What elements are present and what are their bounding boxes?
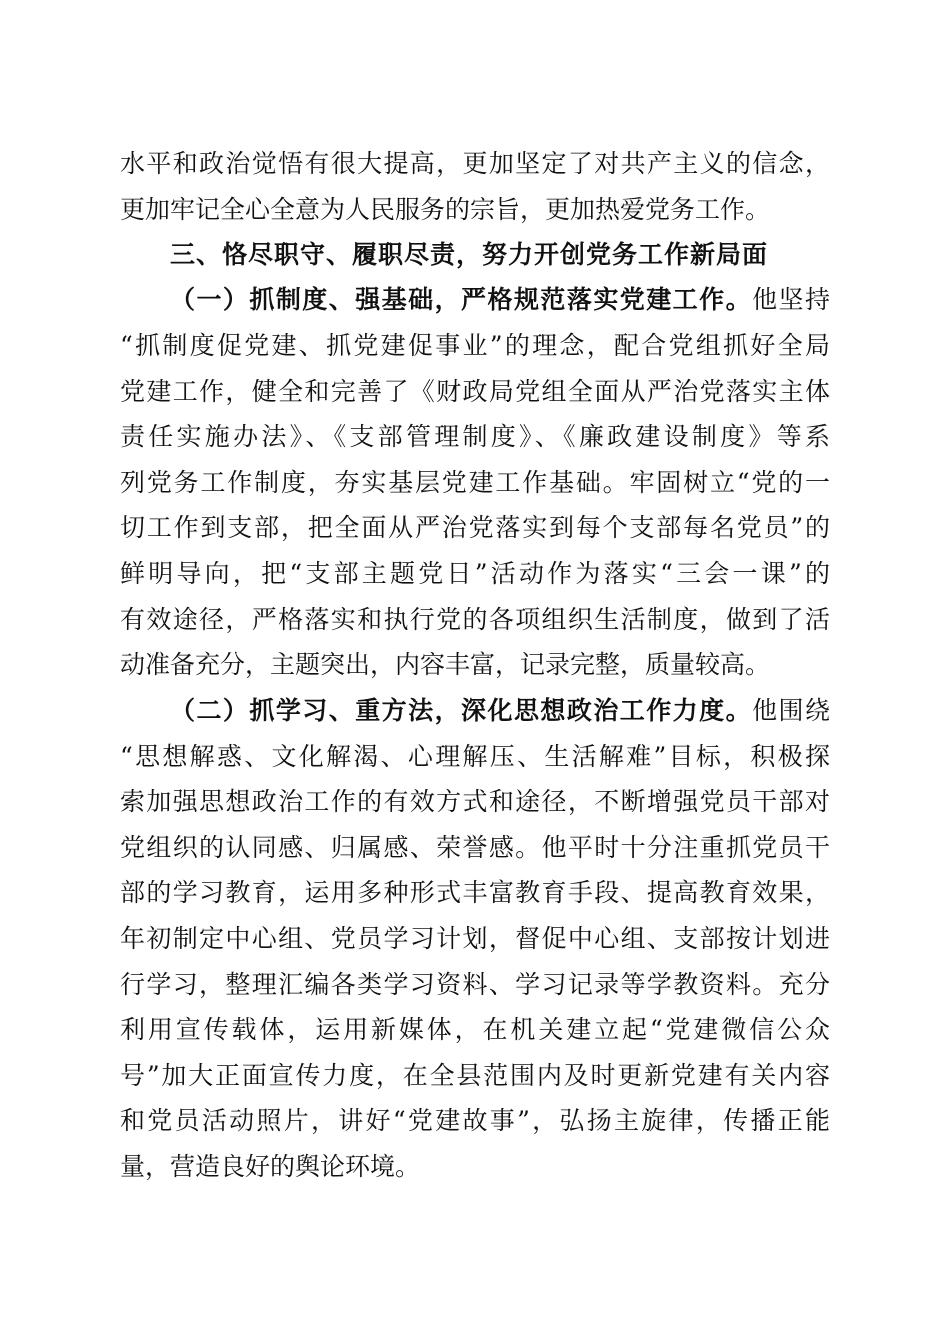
para2-line: “思想解惑、文化解渴、心理解压、生活解难”目标，积极探: [120, 742, 830, 771]
para2-first-line: [170, 695, 830, 727]
para2-line: 和党员活动照片，讲好“党建故事”，弘扬主旋律，传播正能: [120, 1106, 830, 1135]
para1-line: 党建工作，健全和完善了《财政局党组全面从严治党落实主体: [120, 377, 830, 406]
para1-lead: （一）抓制度、强基础，严格规范落实党建工作。: [170, 285, 753, 314]
para2-line: 年初制定中心组、党员学习计划，督促中心组、支部按计划进: [120, 924, 830, 953]
para1-first-line: [170, 284, 830, 316]
para2-line: 党组织的认同感、归属感、荣誉感。他平时十分注重抓党员干: [120, 833, 830, 862]
para2-line: 量，营造良好的舆论环境。: [120, 1152, 421, 1181]
para2-line: 号”加大正面宣传力度，在全县范围内及时更新党建有关内容: [120, 1061, 830, 1090]
section-heading: 三、恪尽职守、履职尽责，努力开创党务工作新局面: [170, 240, 769, 269]
para2-line: 部的学习教育，运用多种形式丰富教育手段、提高教育效果，: [120, 878, 830, 907]
para1-line: 责任实施办法》、《支部管理制度》、《廉政建设制度》等系: [120, 422, 830, 451]
para2-line: 行学习，整理汇编各类学习资料、学习记录等学教资料。充分: [120, 970, 830, 999]
para1-line: 鲜明导向，把“支部主题党日”活动作为落实“三会一课”的: [120, 559, 830, 588]
para1-first-rest: 他坚持: [752, 285, 830, 314]
para2-lead: （二）抓学习、重方法，深化思想政治工作力度。: [170, 696, 753, 725]
intro-line-2: 更加牢记全心全意为人民服务的宗旨，更加热爱党务工作。: [120, 195, 771, 224]
para2-line: 索加强思想政治工作的有效方式和途径，不断增强党员干部对: [120, 787, 830, 816]
para1-line: 动准备充分，主题突出，内容丰富，记录完整，质量较高。: [120, 650, 771, 679]
para1-line: 有效途径，严格落实和执行党的各项组织生活制度，做到了活: [120, 605, 830, 634]
para2-first-rest: 他围绕: [752, 696, 830, 725]
para1-line: “抓制度促党建、抓党建促事业”的理念，配合党组抓好全局: [120, 331, 830, 360]
para1-line: 列党务工作制度，夯实基层党建工作基础。牢固树立“党的一: [120, 468, 830, 497]
para1-line: 切工作到支部，把全面从严治党落实到每个支部每名党员”的: [120, 513, 830, 542]
para2-line: 利用宣传载体，运用新媒体，在机关建立起“党建微信公众: [120, 1015, 830, 1044]
intro-line-1: 水平和政治觉悟有很大提高，更加坚定了对共产主义的信念，: [120, 149, 830, 178]
